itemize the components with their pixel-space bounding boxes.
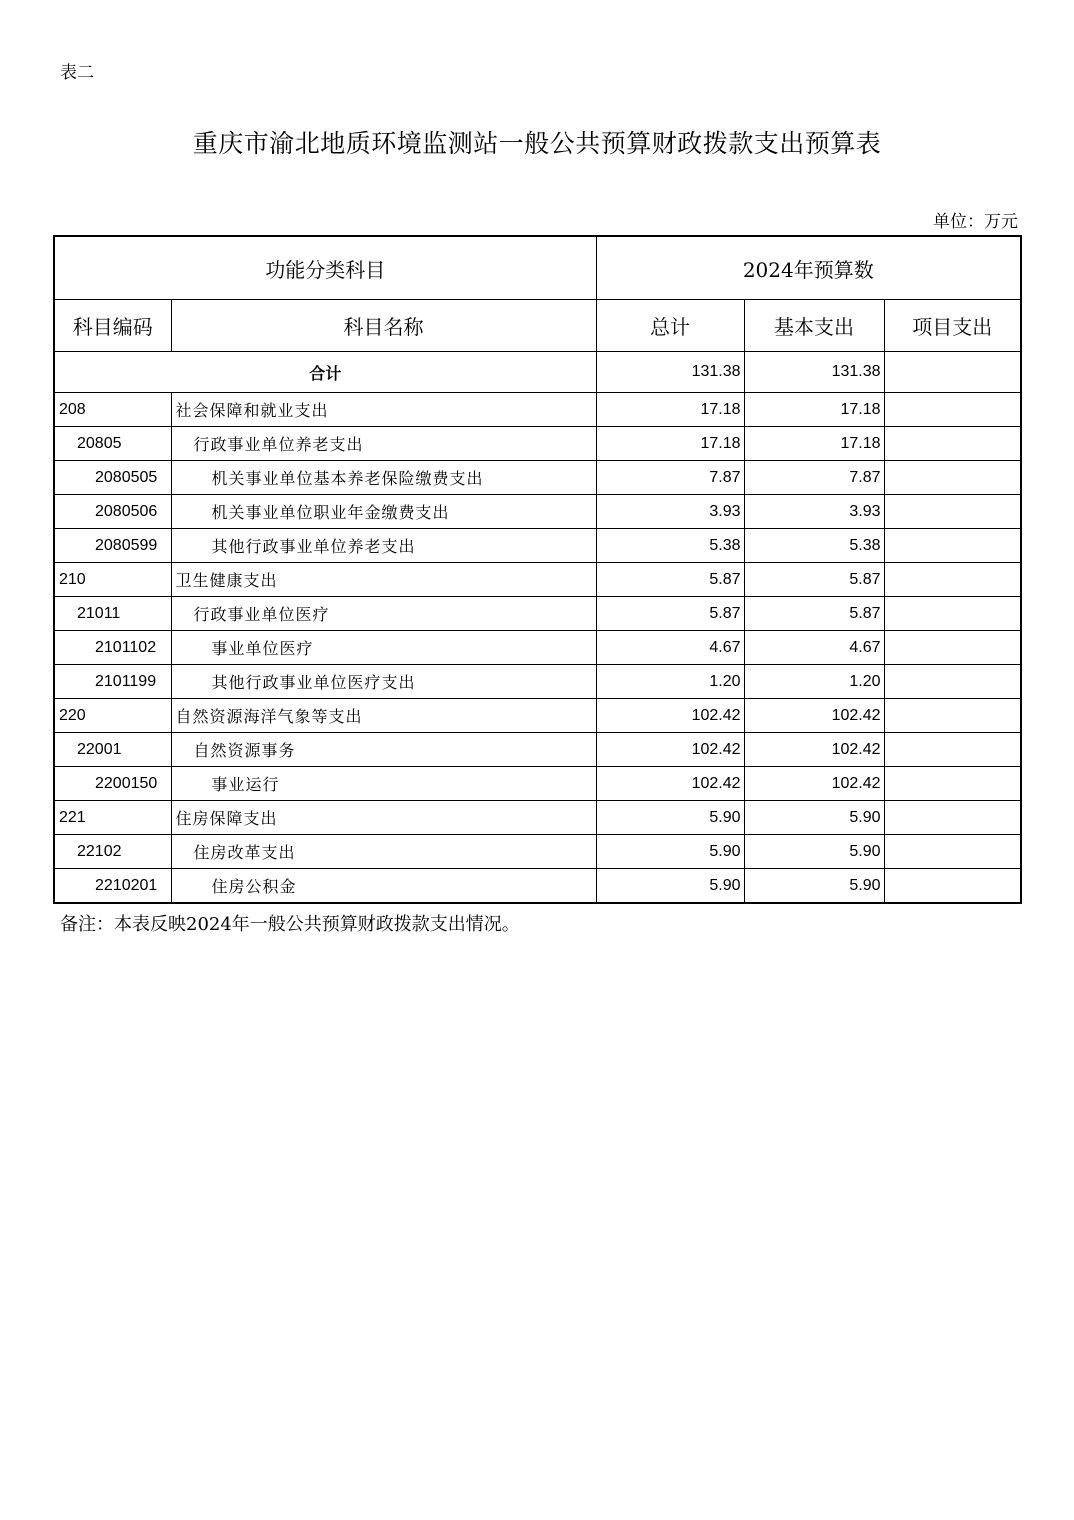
row-basic: 3.93 [744, 495, 884, 529]
row-code: 210 [54, 563, 171, 597]
row-name: 行政事业单位养老支出 [171, 427, 596, 461]
row-project [884, 529, 1021, 563]
row-code: 220 [54, 699, 171, 733]
row-project [884, 733, 1021, 767]
row-basic: 102.42 [744, 733, 884, 767]
row-project [884, 393, 1021, 427]
table-row [54, 563, 1021, 597]
unit-label: 单位：万元 [933, 212, 1018, 232]
row-basic: 17.18 [744, 427, 884, 461]
row-name: 住房公积金 [171, 869, 596, 904]
row-total: 3.93 [596, 495, 744, 529]
row-basic: 1.20 [744, 665, 884, 699]
row-code: 21011 [54, 597, 171, 631]
table-row [54, 529, 1021, 563]
total-project [884, 352, 1021, 393]
col-header-basic: 基本支出 [744, 300, 884, 352]
table-row [54, 767, 1021, 801]
table-row [54, 393, 1021, 427]
row-project [884, 869, 1021, 904]
row-total: 17.18 [596, 427, 744, 461]
row-code: 2210201 [54, 869, 171, 904]
col-header-total: 总计 [596, 300, 744, 352]
row-name: 住房改革支出 [171, 835, 596, 869]
table-tag: 表二 [60, 63, 94, 83]
row-code: 221 [54, 801, 171, 835]
table-row [54, 631, 1021, 665]
row-code: 2080505 [54, 461, 171, 495]
table-row [54, 733, 1021, 767]
row-project [884, 563, 1021, 597]
row-code: 20805 [54, 427, 171, 461]
row-project [884, 461, 1021, 495]
row-total: 17.18 [596, 393, 744, 427]
row-basic: 5.38 [744, 529, 884, 563]
total-row [54, 352, 1021, 393]
row-basic: 5.87 [744, 563, 884, 597]
row-basic: 7.87 [744, 461, 884, 495]
table-row [54, 597, 1021, 631]
row-basic: 5.87 [744, 597, 884, 631]
row-basic: 5.90 [744, 869, 884, 904]
row-project [884, 699, 1021, 733]
row-name: 其他行政事业单位养老支出 [171, 529, 596, 563]
row-basic: 17.18 [744, 393, 884, 427]
row-code: 2200150 [54, 767, 171, 801]
table-row [54, 461, 1021, 495]
footnote: 备注：本表反映2024年一般公共预算财政拨款支出情况。 [60, 914, 520, 935]
group-header: 功能分类科目 [54, 236, 596, 300]
col-header-code: 科目编码 [54, 300, 171, 352]
header-row-columns [54, 300, 1021, 352]
row-total: 1.20 [596, 665, 744, 699]
row-code: 22102 [54, 835, 171, 869]
row-name: 社会保障和就业支出 [171, 393, 596, 427]
table-row [54, 869, 1021, 904]
row-name: 自然资源事务 [171, 733, 596, 767]
row-total: 5.90 [596, 869, 744, 904]
row-project [884, 767, 1021, 801]
row-name: 其他行政事业单位医疗支出 [171, 665, 596, 699]
row-basic: 5.90 [744, 801, 884, 835]
row-basic: 102.42 [744, 699, 884, 733]
row-project [884, 495, 1021, 529]
row-code: 22001 [54, 733, 171, 767]
col-header-name: 科目名称 [171, 300, 596, 352]
row-code: 2080599 [54, 529, 171, 563]
row-name: 自然资源海洋气象等支出 [171, 699, 596, 733]
row-project [884, 631, 1021, 665]
row-project [884, 835, 1021, 869]
row-total: 4.67 [596, 631, 744, 665]
row-name: 机关事业单位职业年金缴费支出 [171, 495, 596, 529]
table-row [54, 699, 1021, 733]
row-project [884, 597, 1021, 631]
total-basic: 131.38 [744, 352, 884, 393]
row-total: 5.90 [596, 835, 744, 869]
row-total: 102.42 [596, 699, 744, 733]
row-name: 行政事业单位医疗 [171, 597, 596, 631]
row-total: 5.38 [596, 529, 744, 563]
row-code: 208 [54, 393, 171, 427]
row-total: 5.87 [596, 597, 744, 631]
row-name: 事业单位医疗 [171, 631, 596, 665]
row-name: 事业运行 [171, 767, 596, 801]
row-name: 卫生健康支出 [171, 563, 596, 597]
row-project [884, 427, 1021, 461]
row-basic: 102.42 [744, 767, 884, 801]
table-row [54, 495, 1021, 529]
table-row [54, 427, 1021, 461]
row-basic: 4.67 [744, 631, 884, 665]
row-project [884, 665, 1021, 699]
header-row-group [54, 236, 1021, 300]
row-total: 5.90 [596, 801, 744, 835]
row-total: 102.42 [596, 733, 744, 767]
row-total: 5.87 [596, 563, 744, 597]
total-total: 131.38 [596, 352, 744, 393]
row-total: 7.87 [596, 461, 744, 495]
row-basic: 5.90 [744, 835, 884, 869]
row-code: 2101102 [54, 631, 171, 665]
row-code: 2080506 [54, 495, 171, 529]
table-row [54, 665, 1021, 699]
budget-table [53, 235, 1022, 904]
page-title: 重庆市渝北地质环境监测站一般公共预算财政拨款支出预算表 [192, 129, 882, 158]
row-code: 2101199 [54, 665, 171, 699]
budget-header: 2024年预算数 [596, 236, 1021, 300]
row-project [884, 801, 1021, 835]
row-total: 102.42 [596, 767, 744, 801]
table-row [54, 835, 1021, 869]
row-name: 住房保障支出 [171, 801, 596, 835]
row-name: 机关事业单位基本养老保险缴费支出 [171, 461, 596, 495]
total-label: 合计 [54, 352, 596, 393]
table-row [54, 801, 1021, 835]
col-header-project: 项目支出 [884, 300, 1021, 352]
